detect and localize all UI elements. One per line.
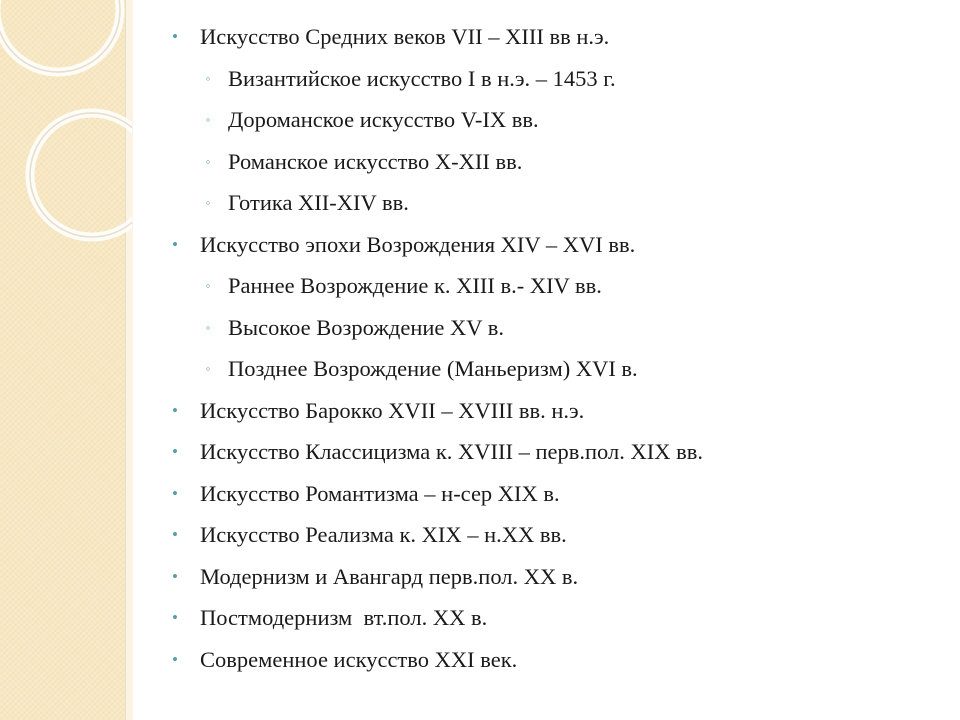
bullet-icon: • bbox=[172, 442, 178, 461]
outline-list bbox=[168, 16, 938, 680]
outline-item-text: Искусство Классицизма к. XVIII – перв.пол. XIX вв. bbox=[200, 439, 703, 464]
hollow-bullet-icon: ◦ bbox=[205, 112, 211, 127]
outline-item bbox=[168, 473, 938, 515]
decorative-rings bbox=[0, 0, 132, 720]
bullet-icon: • bbox=[172, 400, 178, 420]
hollow-bullet-icon: ◦ bbox=[205, 278, 211, 293]
outline-item-row bbox=[168, 431, 938, 473]
outline-item-text: Искусство Реализма к. XIX – н.XX вв. bbox=[200, 522, 567, 547]
sub-outline-item-text: Романское искусство X-XII вв. bbox=[228, 148, 523, 174]
sub-outline-item-text: Высокое Возрождение XV в. bbox=[228, 314, 505, 340]
outline-item-text: Искусство Барокко XVII – XVIII вв. н.э. bbox=[200, 397, 585, 423]
sub-outline-item-text: Позднее Возрождение (Маньеризм) XVI в. bbox=[228, 356, 638, 381]
bullet-icon: • bbox=[172, 566, 178, 586]
sub-outline-list bbox=[168, 58, 938, 224]
bullet-icon: • bbox=[172, 608, 178, 627]
outline-item-row bbox=[168, 639, 938, 681]
sub-outline-item bbox=[168, 182, 938, 224]
bullet-icon: • bbox=[172, 27, 178, 46]
sub-outline-item bbox=[168, 141, 938, 183]
hollow-bullet-icon: ◦ bbox=[205, 319, 211, 335]
bullet-icon: • bbox=[172, 483, 178, 503]
outline-item-row bbox=[168, 16, 938, 58]
bullet-icon: • bbox=[172, 234, 178, 254]
outline-item bbox=[168, 224, 938, 390]
sub-outline-item bbox=[168, 348, 938, 390]
outline-item bbox=[168, 639, 938, 681]
outline-item bbox=[168, 514, 938, 556]
sub-outline-item bbox=[168, 307, 938, 349]
hollow-bullet-icon: ◦ bbox=[205, 153, 211, 169]
sub-outline-list bbox=[168, 265, 938, 390]
outline-item-text: Искусство Романтизма – н-сер XIX в. bbox=[200, 480, 560, 506]
sub-outline-item-text: Византийское искусство I в н.э. – 1453 г. bbox=[228, 65, 616, 91]
sub-outline-item bbox=[168, 58, 938, 100]
outline-item-text: Модернизм и Авангард перв.пол. XX в. bbox=[200, 563, 579, 589]
outline-item-row bbox=[168, 514, 938, 556]
outline-item bbox=[168, 597, 938, 639]
outline-item-row bbox=[168, 224, 938, 266]
outline-item-row bbox=[168, 556, 938, 598]
outline-item-row bbox=[168, 473, 938, 515]
hollow-bullet-icon: ◦ bbox=[205, 361, 211, 376]
sub-outline-item-text: Раннее Возрождение к. XIII в.- XIV вв. bbox=[228, 273, 602, 298]
outline-item-text: Постмодернизм вт.пол. XX в. bbox=[200, 605, 488, 630]
sub-outline-item bbox=[168, 265, 938, 307]
sub-outline-item-text: Готика XII-XIV вв. bbox=[228, 190, 409, 215]
outline-item-text: Современное искусство XXI век. bbox=[200, 646, 518, 672]
slide-content bbox=[168, 16, 938, 680]
outline-item-row bbox=[168, 390, 938, 432]
hollow-bullet-icon: ◦ bbox=[205, 70, 211, 86]
bullet-icon: • bbox=[172, 649, 178, 669]
outline-item-row bbox=[168, 597, 938, 639]
sub-outline-item-text: Дороманское искусство V-IX вв. bbox=[228, 107, 539, 132]
hollow-bullet-icon: ◦ bbox=[205, 195, 211, 210]
sub-outline-item bbox=[168, 99, 938, 141]
bullet-icon: • bbox=[172, 525, 178, 544]
outline-item bbox=[168, 431, 938, 473]
outline-item-text: Искусство эпохи Возрождения XIV – XVI вв. bbox=[200, 231, 636, 257]
outline-item-text: Искусство Средних веков VII – XIII вв н.э. bbox=[200, 24, 610, 49]
outline-item bbox=[168, 556, 938, 598]
outline-item bbox=[168, 16, 938, 224]
outline-item bbox=[168, 390, 938, 432]
